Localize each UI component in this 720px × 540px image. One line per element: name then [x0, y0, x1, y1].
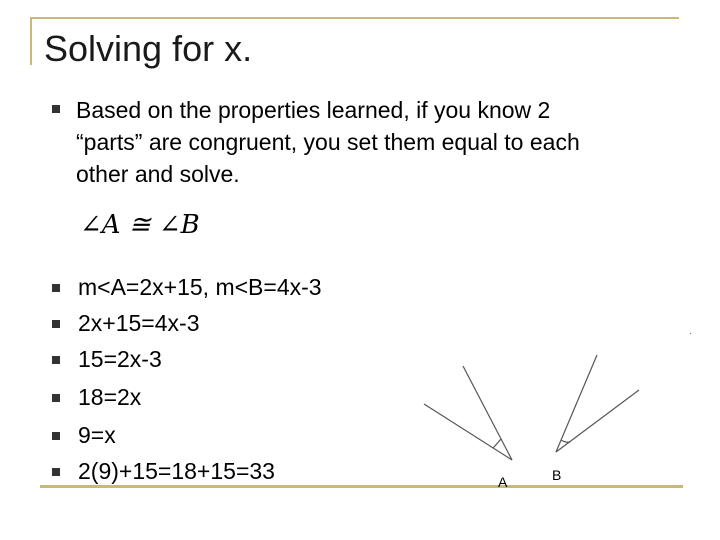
intro-line-3: other and solve. [76, 161, 240, 187]
stray-mark: . [689, 326, 692, 337]
congruence-statement: ∠A ≅ ∠B [80, 210, 200, 240]
slide-title: Solving for x. [44, 28, 253, 69]
angle-b-ray-1 [556, 355, 597, 452]
angle-b-label: B [552, 467, 562, 483]
intro-line-2: “parts” are congruent, you set them equal to each [76, 129, 580, 155]
step-5: 9=x [78, 422, 116, 448]
step-4: 18=2x [78, 384, 142, 410]
step-2: 2x+15=4x-3 [78, 310, 200, 336]
angle-b-arc [561, 440, 570, 442]
angle-a-ray-1 [463, 366, 512, 460]
intro-line-1: Based on the properties learned, if you know 2 [76, 97, 551, 123]
step-1: m<A=2x+15, m<B=4x-3 [78, 274, 322, 300]
angle-a-label: A [498, 474, 508, 490]
angle-a-ray-2 [424, 404, 512, 460]
step-3: 15=2x-3 [78, 346, 162, 372]
angle-a-arc [493, 439, 501, 448]
step-6: 2(9)+15=18+15=33 [78, 458, 275, 484]
